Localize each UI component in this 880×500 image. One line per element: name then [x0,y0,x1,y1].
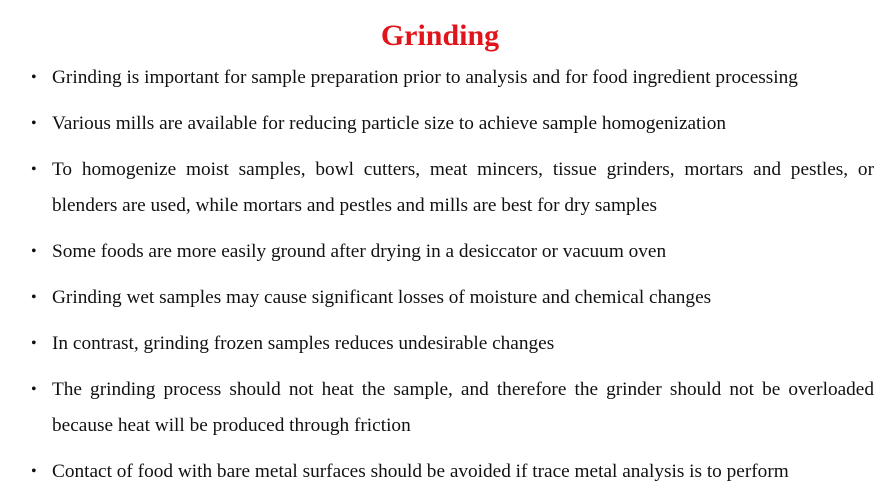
bullet-text: Grinding is important for sample preparation prior to analysis and for food ingredient processing [52,67,798,88]
bullet-icon: • [31,463,37,480]
bullet-icon: • [31,69,37,86]
bullet-text: The grinding process should not heat the sample, and therefore the grinder should not be overloaded because heat will be produced through friction [52,379,874,436]
bullet-icon: • [31,115,37,132]
bullet-item [0,454,880,490]
bullet-item [0,234,880,270]
bullet-text: Contact of food with bare metal surfaces should be avoided if trace metal analysis is to perform [52,461,789,482]
bullet-item [0,372,880,444]
bullet-item [0,152,880,224]
bullet-text: To homogenize moist samples, bowl cutters, meat mincers, tissue grinders, mortars and pestles, or blenders are used, while mortars and pestles and mills are best for dry samples [52,159,874,216]
bullet-text: Some foods are more easily ground after drying in a desiccator or vacuum oven [52,241,667,262]
bullet-text: Grinding wet samples may cause significant losses of moisture and chemical changes [52,287,712,308]
bullet-list [0,60,880,500]
bullet-item [0,106,880,142]
slide-title: Grinding [380,19,500,52]
bullet-item [0,280,880,316]
bullet-icon: • [31,335,37,352]
bullet-icon: • [31,289,37,306]
bullet-item [0,326,880,362]
bullet-item [0,60,880,96]
bullet-icon: • [31,161,37,178]
bullet-icon: • [31,381,37,398]
bullet-text: In contrast, grinding frozen samples reduces undesirable changes [52,333,555,354]
bullet-icon: • [31,243,37,260]
bullet-text: Various mills are available for reducing particle size to achieve sample homogenization [52,113,727,134]
